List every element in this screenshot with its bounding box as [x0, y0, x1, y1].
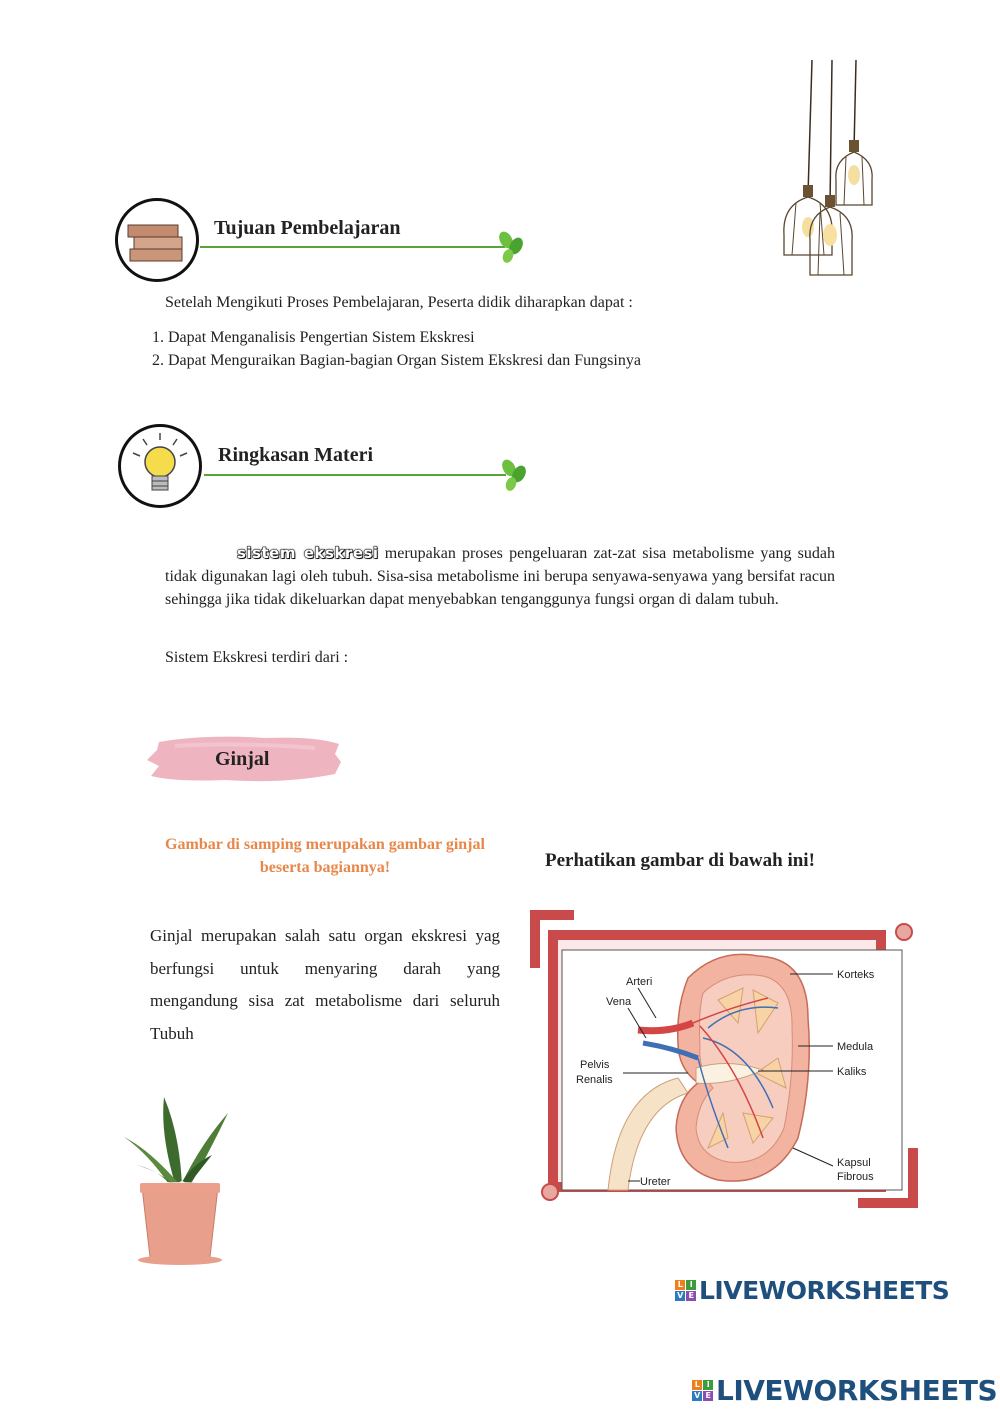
- ginjal-label: Ginjal: [215, 748, 270, 770]
- section-divider: [200, 246, 505, 248]
- lightbulb-icon: [118, 424, 202, 508]
- liveworksheets-logo: [675, 1276, 949, 1305]
- leaf-icon: [494, 230, 526, 269]
- ginjal-caption: Gambar di samping merupakan gambar ginjal beserta bagiannya!: [165, 836, 485, 876]
- tujuan-list: [118, 326, 768, 372]
- liveworksheets-logo-footer: [692, 1374, 997, 1407]
- list-item: 1. Dapat Menganalisis Pengertian Sistem Ekskresi: [168, 326, 768, 349]
- liveworksheets-badge-icon: L I V E: [675, 1280, 696, 1301]
- label-pelvis: Pelvis: [580, 1059, 610, 1071]
- liveworksheets-text: LIVEWORKSHEETS: [716, 1374, 998, 1407]
- label-ureter: Ureter: [640, 1176, 671, 1188]
- ringkasan-text: merupakan proses pengeluaran zat-zat sisa metabolisme yang sudah tidak digunakan lagi oleh tubuh. Sisa-sisa metabolisme ini berupa senyawa-senyawa yang bersifat racun sehingga jika tidak dikeluarkan dapat menyebabkan tenganggunya fungsi organ di dalam tubuh.: [165, 545, 836, 608]
- diagram-title: Perhatikan gambar di bawah ini!: [545, 850, 815, 871]
- liveworksheets-badge-icon: L I V E: [692, 1380, 713, 1401]
- section-divider: [204, 474, 506, 476]
- ginjal-description: Ginjal merupakan salah satu organ ekskresi yag berfungsi untuk menyaring darah yang mengandung sisa zat metabolisme dari seluruh Tubuh: [150, 926, 500, 1043]
- label-renalis: Renalis: [576, 1074, 613, 1086]
- section-title-ringkasan: Ringkasan Materi: [218, 444, 373, 466]
- tujuan-intro: Setelah Mengikuti Proses Pembelajaran, Peserta didik diharapkan dapat :: [165, 294, 633, 311]
- ringkasan-paragraph: [165, 542, 835, 611]
- section-title-tujuan: Tujuan Pembelajaran: [214, 217, 401, 239]
- label-medula: Medula: [837, 1041, 874, 1053]
- label-arteri: Arteri: [626, 976, 653, 988]
- label-fibrous: Fibrous: [837, 1171, 874, 1183]
- kidney-diagram: [528, 908, 920, 1213]
- list-item: 2. Dapat Menguraikan Bagian-bagian Organ Sistem Ekskresi dan Fungsinya: [168, 349, 768, 372]
- ringkasan-line2: Sistem Ekskresi terdiri dari :: [165, 649, 349, 666]
- sistem-ekskresi-sticker: sistem ekskresi: [237, 544, 379, 562]
- label-korteks: Korteks: [837, 969, 875, 981]
- label-kaliks: Kaliks: [837, 1066, 867, 1078]
- ginjal-banner: [145, 732, 345, 786]
- hanging-lamps-illustration: [770, 55, 880, 285]
- label-kapsul: Kapsul: [837, 1157, 871, 1169]
- potted-plant-illustration: [120, 1095, 235, 1270]
- leaf-icon: [497, 458, 529, 497]
- label-vena: Vena: [606, 996, 632, 1008]
- liveworksheets-text: LIVEWORKSHEETS: [699, 1276, 950, 1305]
- books-icon: [115, 198, 199, 282]
